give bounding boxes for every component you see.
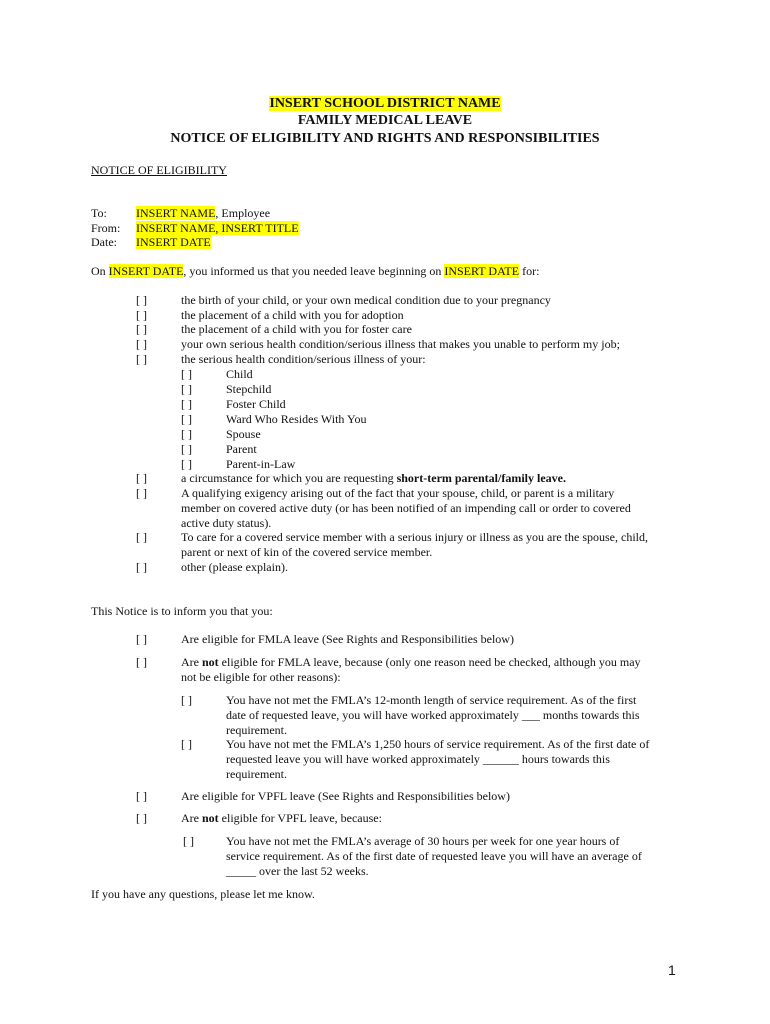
checkbox[interactable]: [ ]	[136, 352, 147, 366]
reason-service-member-line-1: To care for a covered service member with a serious injury or illness as you are the spouse, child,	[181, 530, 649, 544]
family-ward: Ward Who Resides With You	[226, 412, 367, 426]
sub-12-month-line-1: You have not met the FMLA’s 12-month length of service requirement. As of the first	[226, 693, 637, 707]
checkbox[interactable]: [ ]	[181, 737, 192, 751]
reason-exigency-line-3: active duty status).	[181, 516, 272, 530]
family-parent-in-law: Parent-in-Law	[226, 457, 296, 471]
checkbox[interactable]: [ ]	[136, 308, 147, 322]
family-stepchild: Stepchild	[226, 382, 272, 396]
family-spouse: Spouse	[226, 427, 261, 441]
date-value: INSERT DATE	[136, 235, 211, 249]
sub-12-month-line-2: date of requested leave, you will have worked approximately ___ months towards this	[226, 708, 640, 722]
checkbox[interactable]: [ ]	[136, 337, 147, 351]
checkbox[interactable]: [ ]	[181, 427, 192, 441]
reason-exigency-line-1: A qualifying exigency arising out of the fact that your spouse, child, or parent is a military	[181, 486, 615, 500]
sub-12-month-line-3: requirement.	[226, 723, 287, 737]
section-heading: NOTICE OF ELIGIBILITY	[91, 163, 227, 177]
checkbox[interactable]: [ ]	[136, 322, 147, 336]
checkbox[interactable]: [ ]	[136, 486, 147, 500]
closing-line: If you have any questions, please let me know.	[91, 887, 315, 901]
reason-service-member-line-2: parent or next of kin of the covered service member.	[181, 545, 433, 559]
fmla-eligible: Are eligible for FMLA leave (See Rights and Responsibilities below)	[181, 632, 514, 646]
checkbox[interactable]: [ ]	[181, 457, 192, 471]
checkbox[interactable]: [ ]	[136, 632, 147, 646]
checkbox[interactable]: [ ]	[181, 442, 192, 456]
date-label: Date:	[91, 235, 117, 249]
to-value: INSERT NAME, Employee	[136, 206, 271, 220]
reason-foster-care: the placement of a child with you for foster care	[181, 322, 412, 336]
checkbox[interactable]: [ ]	[183, 834, 194, 848]
page-number: 1	[668, 962, 676, 978]
family-parent: Parent	[226, 442, 257, 456]
notice-intro: This Notice is to inform you that you:	[91, 604, 273, 618]
sub-30-hours-line-1: You have not met the FMLA’s average of 30 hours per week for one year hours of	[226, 834, 620, 848]
checkbox[interactable]: [ ]	[136, 789, 147, 803]
checkbox[interactable]: [ ]	[181, 397, 192, 411]
reason-birth: the birth of your child, or your own medical condition due to your pregnancy	[181, 293, 551, 307]
reason-exigency-line-2: member on covered active duty (or has been notified of an impending call or order to covered	[181, 501, 631, 515]
checkbox[interactable]: [ ]	[136, 530, 147, 544]
to-label: To:	[91, 206, 107, 220]
district-name: INSERT SCHOOL DISTRICT NAME	[269, 96, 501, 111]
checkbox[interactable]: [ ]	[181, 693, 192, 707]
leave-intro: On INSERT DATE, you informed us that you needed leave beginning on INSERT DATE for:	[91, 264, 540, 278]
sub-1250-hours-line-1: You have not met the FMLA’s 1,250 hours of service requirement. As of the first date of	[226, 737, 650, 751]
fmla-not-eligible-line-1: Are not eligible for FMLA leave, because (only one reason need be checked, although you may	[181, 655, 641, 669]
checkbox[interactable]: [ ]	[136, 471, 147, 485]
reason-other: other (please explain).	[181, 560, 288, 574]
family-foster-child: Foster Child	[226, 397, 286, 411]
reason-family-health: the serious health condition/serious illness of your:	[181, 352, 426, 366]
title-line-3: NOTICE OF ELIGIBILITY AND RIGHTS AND RESPONSIBILITIES	[170, 131, 600, 146]
checkbox[interactable]: [ ]	[181, 367, 192, 381]
from-value: INSERT NAME, INSERT TITLE	[136, 221, 299, 235]
sub-1250-hours-line-3: requirement.	[226, 767, 287, 781]
vpfl-not-eligible: Are not eligible for VPFL leave, because:	[181, 811, 382, 825]
reason-short-term: a circumstance for which you are requesting short-term parental/family leave.	[181, 471, 566, 485]
vpfl-eligible: Are eligible for VPFL leave (See Rights and Responsibilities below)	[181, 789, 510, 803]
checkbox[interactable]: [ ]	[181, 412, 192, 426]
title-line-2: FAMILY MEDICAL LEAVE	[297, 113, 473, 128]
sub-30-hours-line-3: _____ over the last 52 weeks.	[226, 864, 369, 878]
reason-own-health: your own serious health condition/serious illness that makes you unable to perform my job;	[181, 337, 620, 351]
checkbox[interactable]: [ ]	[181, 382, 192, 396]
sub-1250-hours-line-2: requested leave you will have worked approximately ______ hours towards this	[226, 752, 610, 766]
checkbox[interactable]: [ ]	[136, 560, 147, 574]
checkbox[interactable]: [ ]	[136, 655, 147, 669]
checkbox[interactable]: [ ]	[136, 293, 147, 307]
fmla-not-eligible-line-2: not be eligible for other reasons):	[181, 670, 341, 684]
family-child: Child	[226, 367, 253, 381]
checkbox[interactable]: [ ]	[136, 811, 147, 825]
sub-30-hours-line-2: service requirement. As of the first date of requested leave you will have an average of	[226, 849, 642, 863]
from-label: From:	[91, 221, 121, 235]
reason-adoption: the placement of a child with you for adoption	[181, 308, 404, 322]
